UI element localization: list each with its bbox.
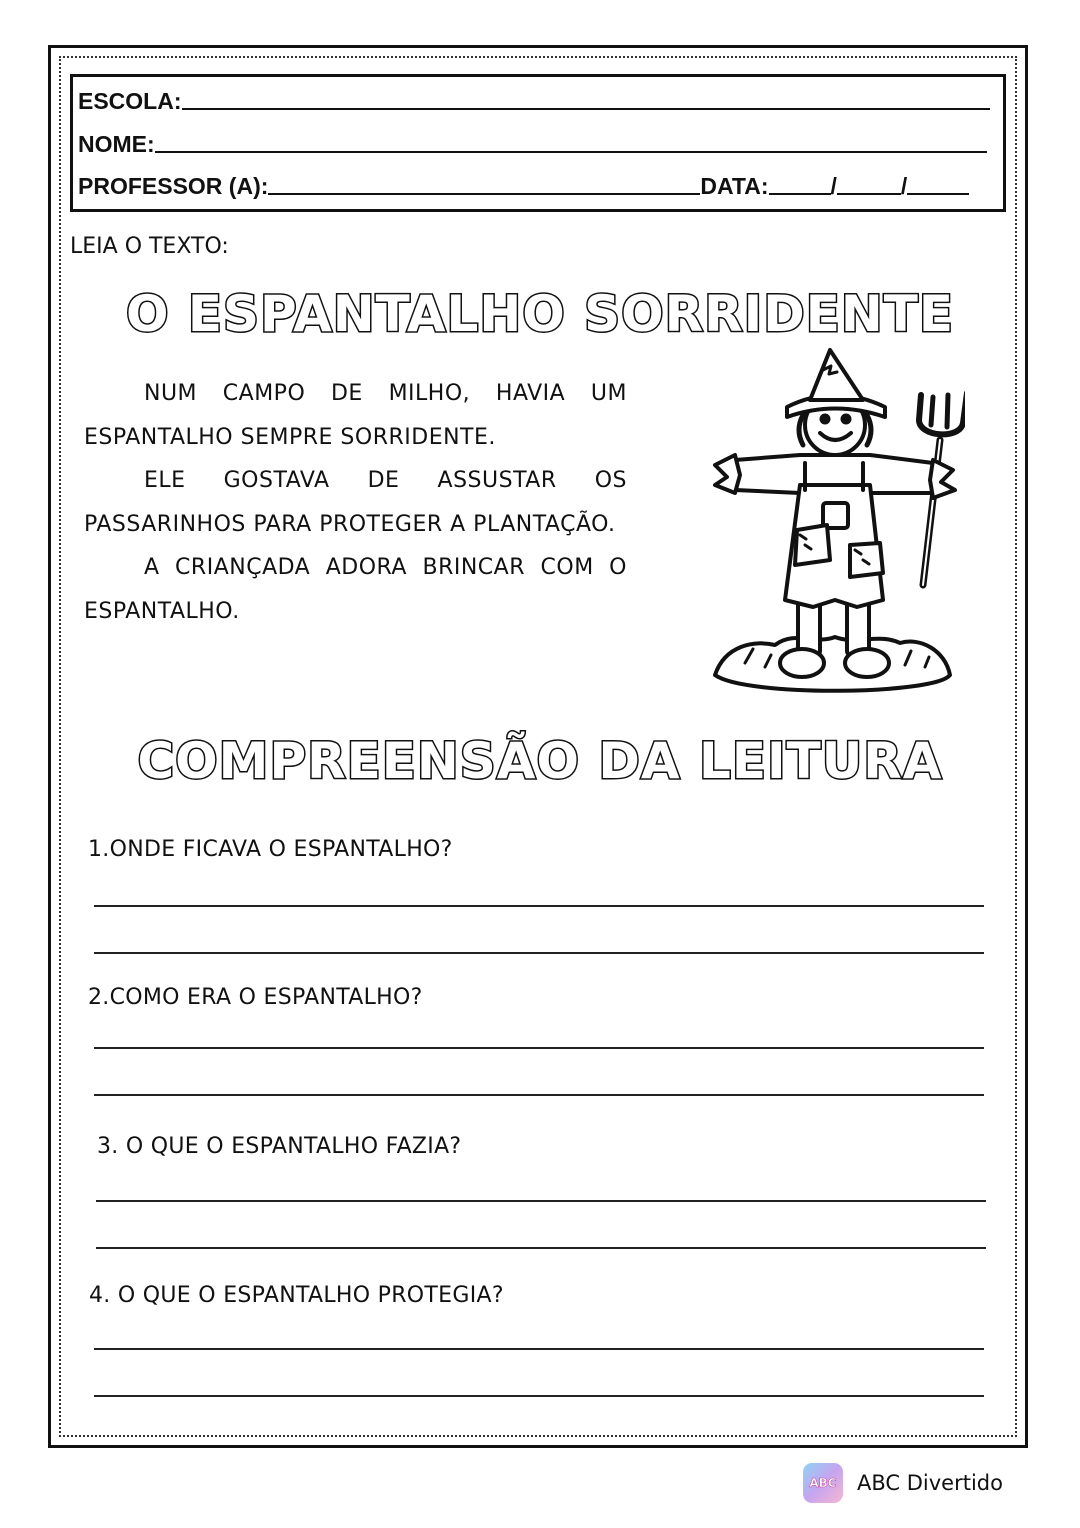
answer-line[interactable]	[94, 1348, 984, 1350]
story-paragraph: A CRIANÇADA ADORA BRINCAR COM O ESPANTALHO.	[84, 555, 627, 624]
teacher-field[interactable]	[268, 193, 700, 195]
abc-logo-icon	[803, 1463, 843, 1503]
name-row	[78, 128, 987, 158]
story-title: O ESPANTALHO SORRIDENTE	[125, 285, 955, 343]
date-separator: /	[830, 173, 837, 199]
question-2: 2.COMO ERA O ESPANTALHO?	[88, 985, 423, 1010]
question-3: 3. O QUE O ESPANTALHO FAZIA?	[97, 1134, 462, 1159]
teacher-label: PROFESSOR (A):	[78, 173, 269, 199]
answer-line[interactable]	[96, 1247, 986, 1249]
instruction: LEIA O TEXTO:	[70, 234, 229, 259]
date-separator: /	[900, 173, 908, 199]
question-4: 4. O QUE O ESPANTALHO PROTEGIA?	[89, 1283, 504, 1308]
scarecrow-illustration	[705, 345, 965, 710]
answer-line[interactable]	[94, 1395, 984, 1397]
date-year-field[interactable]	[907, 193, 969, 195]
answer-line[interactable]	[94, 905, 984, 907]
school-row	[78, 85, 990, 115]
name-label: NOME:	[78, 131, 155, 157]
school-label: ESCOLA:	[78, 88, 182, 114]
brand-footer	[803, 1463, 1003, 1503]
name-field[interactable]	[155, 151, 987, 153]
answer-line[interactable]	[94, 1047, 984, 1049]
date-label: DATA:	[700, 173, 769, 199]
story-paragraph: NUM CAMPO DE MILHO, HAVIA UM ESPANTALHO SEMPRE SORRIDENTE.	[84, 381, 627, 450]
date-day-field[interactable]	[769, 193, 831, 195]
logo-text: ABC	[809, 1476, 837, 1490]
brand-name: ABC Divertido	[857, 1471, 1003, 1495]
story-text	[84, 372, 627, 633]
story-paragraph: ELE GOSTAVA DE ASSUSTAR OS PASSARINHOS PARA PROTEGER A PLANTAÇÃO.	[84, 468, 627, 537]
question-1: 1.ONDE FICAVA O ESPANTALHO?	[88, 837, 453, 862]
date-month-field[interactable]	[837, 193, 901, 195]
answer-line[interactable]	[94, 1094, 984, 1096]
answer-line[interactable]	[94, 952, 984, 954]
teacher-date-row	[78, 170, 969, 200]
answer-line[interactable]	[96, 1200, 986, 1202]
school-field[interactable]	[182, 108, 990, 110]
comprehension-title: COMPREENSÃO DA LEITURA	[137, 732, 943, 790]
